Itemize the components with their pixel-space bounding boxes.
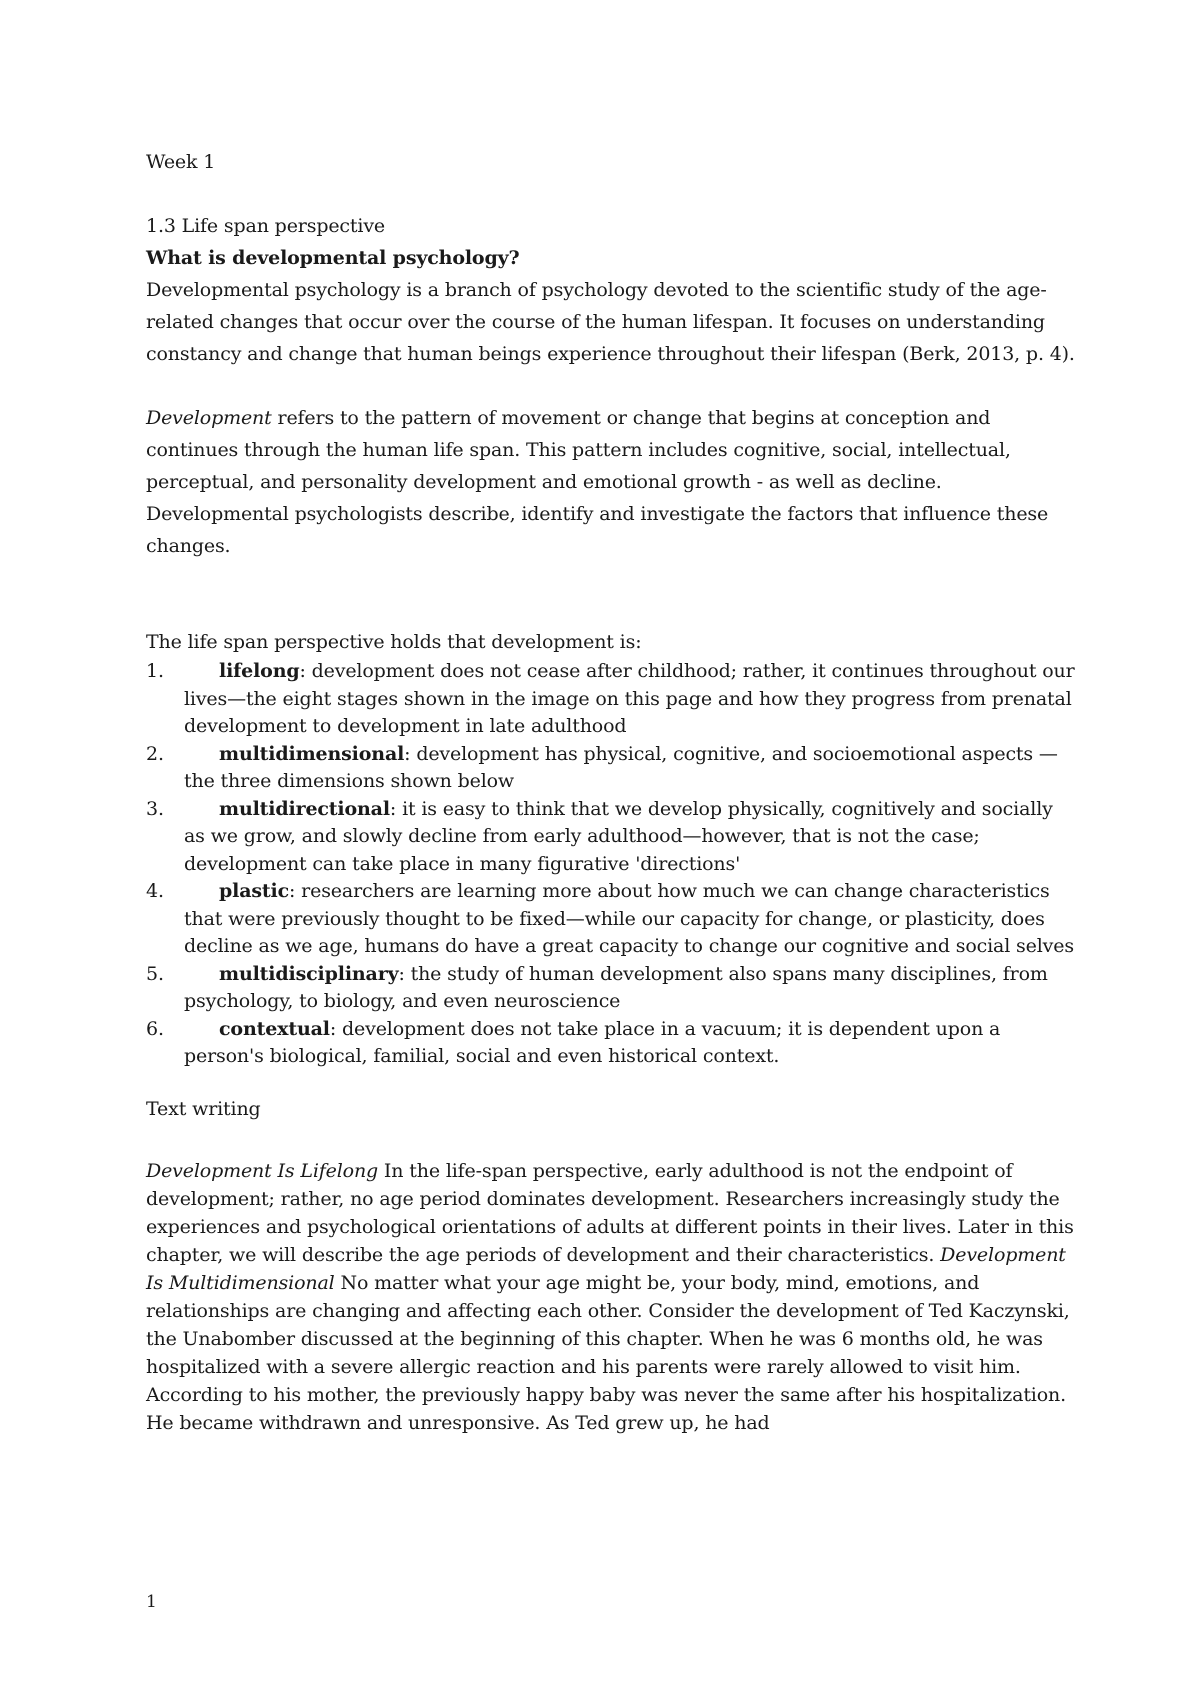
lifelong-text: In the life-span perspective, early adulthood is not the endpoint of development; rather, no age period dominates development. Researchers increasingly study the experiences and psychological orientations of adults at different points in their lives. Later in this chapter, we will describe the age periods of development and their characteristics. xyxy=(146,1159,1074,1266)
property-text: : researchers are learning more about how much we can change characteristics that were previously thought to be fixed—while our capacity for change, or plasticity, does decline as we age, humans do have a great capacity to change our cognitive and social selves xyxy=(184,880,1074,957)
perspective-lead: The life span perspective holds that development is: xyxy=(146,631,642,653)
document-body xyxy=(146,146,1076,1437)
development-paragraph xyxy=(146,402,1076,562)
property-term: multidisciplinary xyxy=(219,962,399,985)
property-term: lifelong xyxy=(219,660,300,682)
property-text: : the study of human development also spans many disciplines, from psychology, to biology, and even neuroscience xyxy=(184,962,1048,1012)
list-number: 4. xyxy=(146,880,164,902)
list-item xyxy=(146,961,1076,1016)
section-title: 1.3 Life span perspective xyxy=(146,215,386,237)
multidimensional-term: Development Is Multidimensional xyxy=(146,1243,1066,1294)
list-item xyxy=(146,1016,1076,1071)
week-label: Week 1 xyxy=(146,151,216,173)
list-number: 2. xyxy=(146,742,164,765)
property-text: : development does not cease after childhood; rather, it continues throughout our lives—the eight stages shown in the image on this page and how they progress from prenatal development to development in late adulthood xyxy=(184,660,1075,737)
question-heading: What is developmental psychology? xyxy=(146,247,520,269)
property-text: : development does not take place in a vacuum; it is dependent upon a person's biological, familial, social and even historical context. xyxy=(184,1017,1001,1067)
list-number: 5. xyxy=(146,962,164,985)
property-term: multidirectional xyxy=(219,797,390,820)
property-term: contextual xyxy=(219,1017,330,1040)
multidimensional-text: No matter what your age might be, your body, mind, emotions, and relationships are changing and affecting each other. Consider the development of Ted Kaczynski, the Unabomber discussed at the beginning of this chapter. When he was 6 months old, he was hospitalized with a severe allergic reaction and his parents were rarely allowed to visit him. According to his mother, the previously happy baby was never the same after his hospitalization. He became withdrawn and unresponsive. As Ted grew up, he had xyxy=(146,1271,1070,1434)
development-text: refers to the pattern of movement or change that begins at conception and continues through the human life span. This pattern includes cognitive, social, intellectual, perceptual, and personality development and emotional growth - as well as decline. Developmental psychologists describe, identify and investigate the factors that influence these changes. xyxy=(146,407,1049,557)
property-term: plastic xyxy=(219,880,290,902)
list-item xyxy=(146,878,1076,961)
page-number: 1 xyxy=(146,1592,157,1612)
list-item xyxy=(146,796,1076,879)
list-number: 3. xyxy=(146,797,164,820)
text-writing-label: Text writing xyxy=(146,1097,261,1120)
text-writing-paragraph xyxy=(146,1157,1076,1437)
list-item xyxy=(146,658,1076,741)
property-term: multidimensional xyxy=(219,742,405,765)
property-text: : development has physical, cognitive, and socioemotional aspects —the three dimensions shown below xyxy=(184,742,1058,792)
lifelong-term: Development Is Lifelong xyxy=(146,1159,379,1182)
development-term: Development xyxy=(146,407,272,429)
property-text: : it is easy to think that we develop physically, cognitively and socially as we grow, and slowly decline from early adulthood—however, that is not the case; development can take place in many figurative 'directions' xyxy=(184,797,1053,875)
list-number: 1. xyxy=(146,660,164,682)
list-item xyxy=(146,741,1076,796)
list-number: 6. xyxy=(146,1017,164,1040)
properties-list xyxy=(146,658,1076,1071)
intro-paragraph: Developmental psychology is a branch of psychology devoted to the scientific study of the age-related changes that occur over the course of the human lifespan. It focuses on understanding constancy and change that human beings experience throughout their lifespan (Berk, 2013, p. 4). xyxy=(146,279,1075,365)
